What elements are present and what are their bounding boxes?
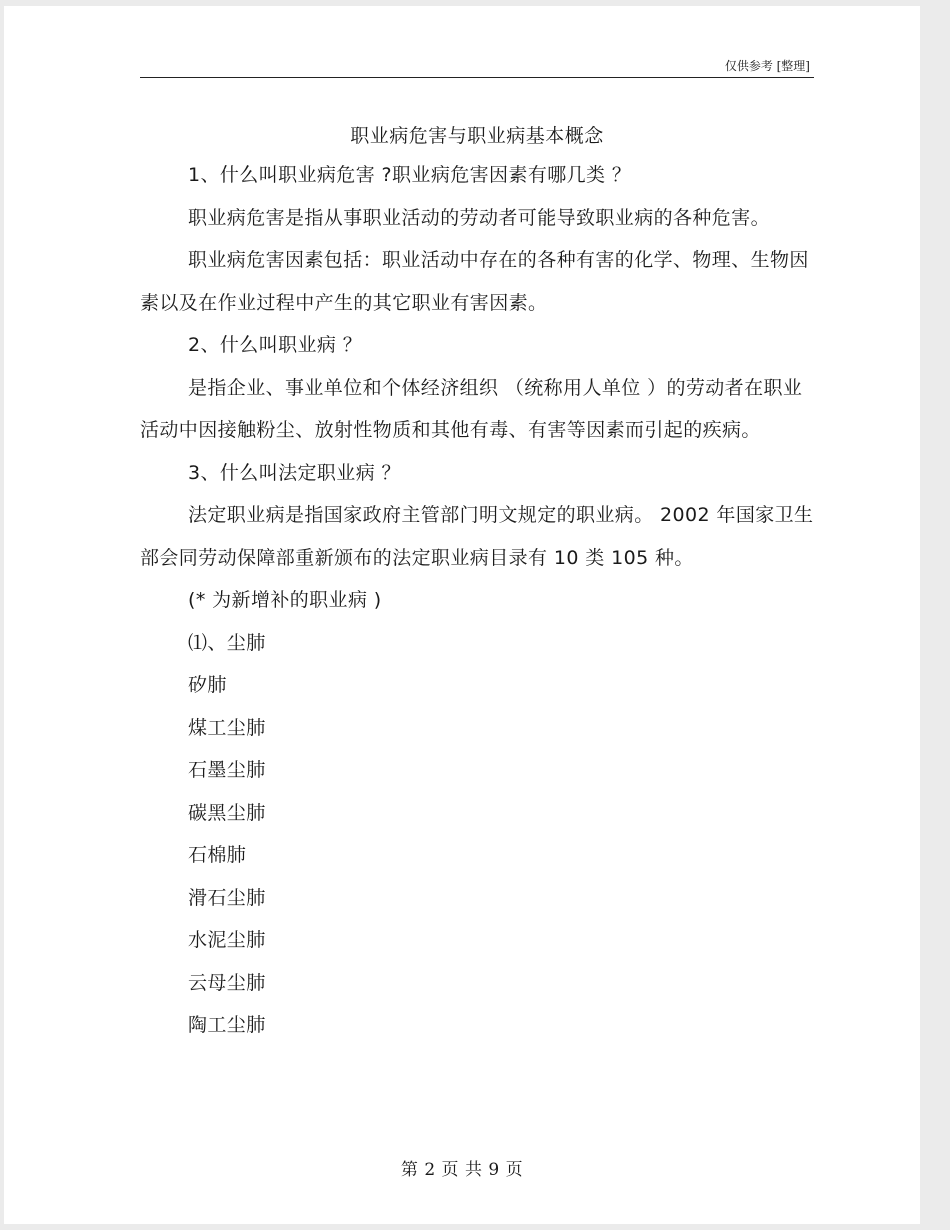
list-item: 煤工尘肺 xyxy=(188,716,266,739)
document-page xyxy=(4,6,920,1224)
page-number-footer: 第 2 页 共 9 页 xyxy=(400,1160,524,1180)
question-3: 3、什么叫法定职业病 ？ xyxy=(188,461,401,484)
list-item: ⑴、尘肺 xyxy=(188,631,266,654)
header-note: 仅供参考 [整理] xyxy=(724,59,810,73)
answer-1-paragraph-2: 职业病危害因素包括：职业活动中存在的各种有害的化学、物理、生物因素以及在作业过程中产生的其它职业有害因素。 xyxy=(140,249,809,314)
header-divider xyxy=(140,77,814,78)
answer-2: 是指企业、事业单位和个体经济组织 （统称用人单位 ）的劳动者在职业活动中因接触粉尘、放射性物质和其他有毒、有害等因素而引起的疾病。 xyxy=(140,376,803,441)
document-body xyxy=(140,154,814,1047)
document-title: 职业病危害与职业病基本概念 xyxy=(350,125,604,147)
answer-1-paragraph-1: 职业病危害是指从事职业活动的劳动者可能导致职业病的各种危害。 xyxy=(188,206,771,229)
list-item: 云母尘肺 xyxy=(188,971,266,994)
note-new-diseases: (* 为新增补的职业病 ) xyxy=(188,589,382,611)
list-item: 石墨尘肺 xyxy=(188,759,266,781)
question-2: 2、什么叫职业病 ？ xyxy=(188,334,363,356)
question-1: 1、什么叫职业病危害 ?职业病危害因素有哪几类 ？ xyxy=(188,164,632,186)
list-item: 矽肺 xyxy=(188,674,227,696)
list-item: 陶工尘肺 xyxy=(188,1014,266,1036)
list-item: 水泥尘肺 xyxy=(188,929,266,951)
list-item: 滑石尘肺 xyxy=(188,886,266,909)
answer-3: 法定职业病是指国家政府主管部门明文规定的职业病。 2002 年国家卫生部会同劳动保障部重新颁布的法定职业病目录有 10 类 105 种。 xyxy=(140,504,814,569)
list-item: 石棉肺 xyxy=(188,844,247,866)
list-item: 碳黑尘肺 xyxy=(188,801,266,824)
